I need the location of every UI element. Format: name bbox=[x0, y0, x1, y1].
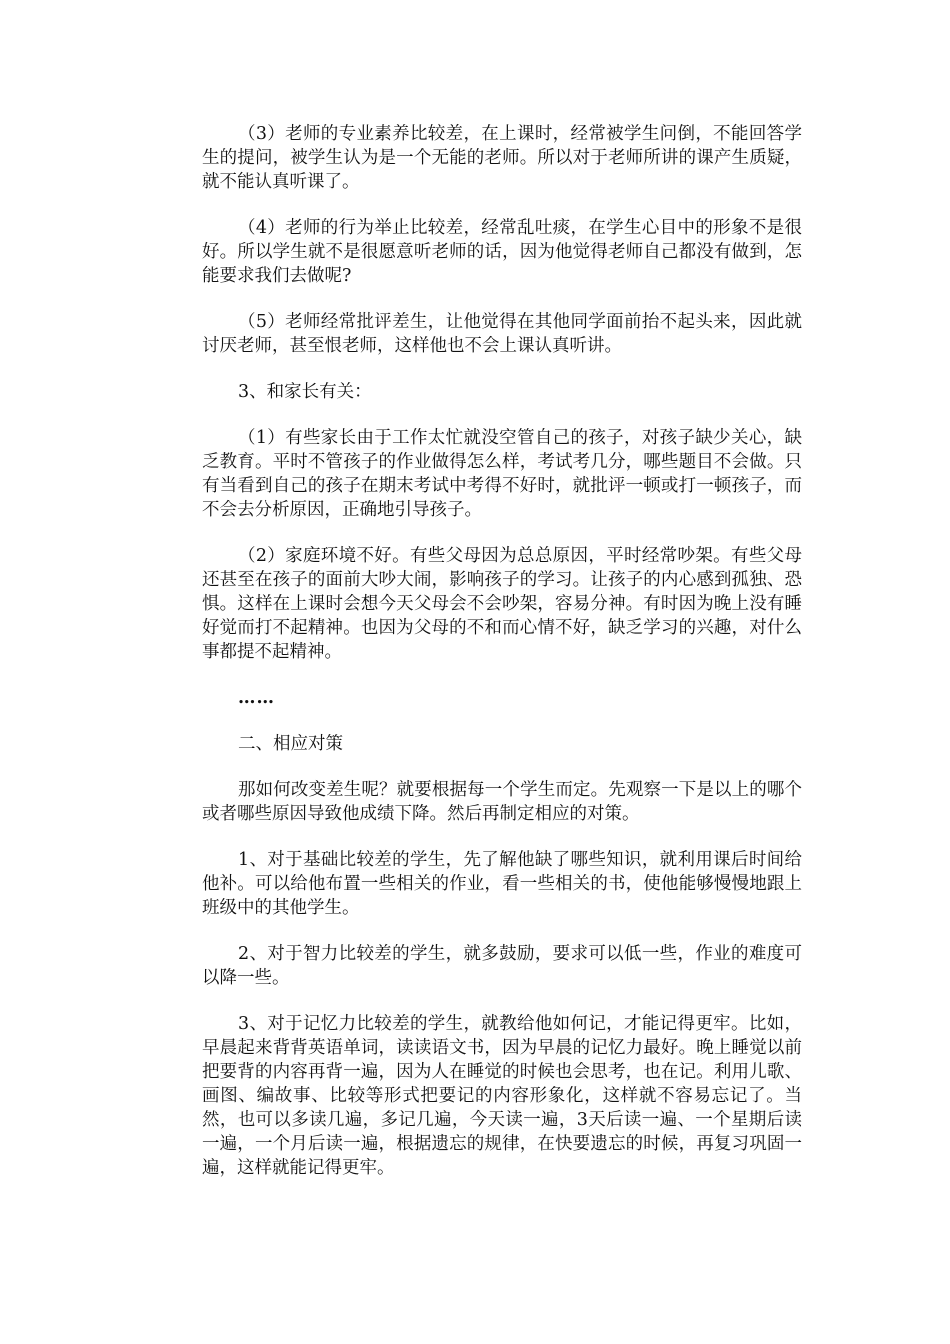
ellipsis-text: …… bbox=[238, 688, 275, 708]
paragraph-parents-busy: （1）有些家长由于工作太忙就没空管自己的孩子，对孩子缺少关心，缺乏教育。平时不管孩子的作业做得怎么样，考试考几分，哪些题目不会做。只有当看到自己的孩子在期末考试中考得不好时，就批评一顿或打一顿孩子，而不会去分析原因，正确地引导孩子。 bbox=[202, 428, 802, 520]
section-heading-countermeasures: 二、相应对策 bbox=[238, 734, 343, 754]
paragraph-teacher-behavior: （4）老师的行为举止比较差，经常乱吐痰，在学生心目中的形象不是很好。所以学生就不是很愿意听老师的话，因为他觉得老师自己都没有做到，怎能要求我们去做呢? bbox=[202, 218, 802, 286]
document-body bbox=[202, 122, 802, 1202]
section-heading-parents: 3、和家长有关： bbox=[238, 382, 372, 402]
paragraph-how-to-change: 那如何改变差生呢？就要根据每一个学生而定。先观察一下是以上的哪个或者哪些原因导致他成绩下降。然后再制定相应的对策。 bbox=[202, 780, 802, 824]
paragraph-weak-foundation: 1、对于基础比较差的学生，先了解他缺了哪些知识，就利用课后时间给他补。可以给他布置一些相关的作业，看一些相关的书，使他能够慢慢地跟上班级中的其他学生。 bbox=[202, 850, 802, 918]
paragraph-weak-intelligence: 2、对于智力比较差的学生，就多鼓励，要求可以低一些，作业的难度可以降一些。 bbox=[202, 944, 802, 988]
paragraph-weak-memory: 3、对于记忆力比较差的学生，就教给他如何记，才能记得更牢。比如，早晨起来背背英语单词，读读语文书，因为早晨的记忆力最好。晚上睡觉以前把要背的内容再背一遍，因为人在睡觉的时候也会思考，也在记。利用儿歌、画图、编故事、比较等形式把要记的内容形象化，这样就不容易忘记了。当然，也可以多读几遍，多记几遍，今天读一遍，3天后读一遍、一个星期后读一遍，一个月后读一遍，根据遗忘的规律，在快要遗忘的时候，再复习巩固一遍，这样就能记得更牢。 bbox=[202, 1014, 802, 1178]
paragraph-family-environment: （2）家庭环境不好。有些父母因为总总原因，平时经常吵架。有些父母还甚至在孩子的面前大吵大闹，影响孩子的学习。让孩子的内心感到孤独、恐惧。这样在上课时会想今天父母会不会吵架，容易分神。有时因为晚上没有睡好觉而打不起精神。也因为父母的不和而心情不好，缺乏学习的兴趣，对什么事都提不起精神。 bbox=[202, 546, 802, 662]
paragraph-teacher-professionalism: （3）老师的专业素养比较差，在上课时，经常被学生问倒，不能回答学生的提问，被学生认为是一个无能的老师。所以对于老师所讲的课产生质疑，就不能认真听课了。 bbox=[202, 124, 802, 192]
paragraph-teacher-criticism: （5）老师经常批评差生，让他觉得在其他同学面前抬不起头来，因此就讨厌老师，甚至恨老师，这样他也不会上课认真听讲。 bbox=[202, 312, 802, 356]
